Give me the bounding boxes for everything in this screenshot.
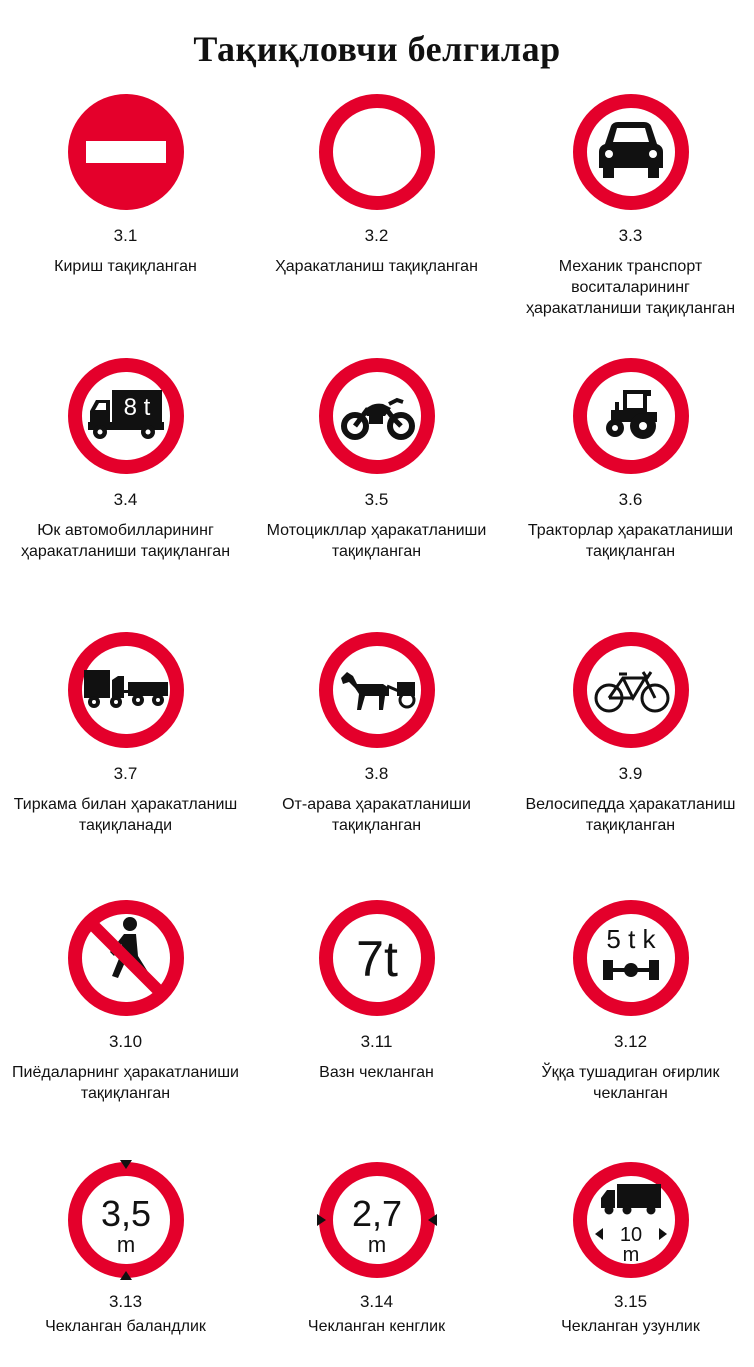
sign-caption: Кириш тақиқланган <box>54 258 197 275</box>
truck-trailer-icon <box>66 630 186 750</box>
sign-card-3-12 <box>507 898 754 1104</box>
sign-caption: Вазн чекланган <box>319 1064 434 1081</box>
truck-icon <box>66 356 186 476</box>
length-limit-unit: m <box>622 1244 639 1266</box>
sign-caption: Ўққа тушадиган оғирлик чекланган <box>541 1064 720 1102</box>
sign-code: 3.4 <box>113 490 138 509</box>
sign-card-3-1 <box>0 92 251 277</box>
height-limit-unit: m <box>116 1232 135 1257</box>
sign-caption: Механик транспорт воситаларининг ҳаракатланиши тақиқланган <box>525 258 736 317</box>
sign-card-3-3 <box>507 92 754 319</box>
car-icon <box>571 92 691 212</box>
sign-caption: Юк автомобилларининг ҳаракатланиши тақиқланган <box>20 522 231 560</box>
axle-load-icon <box>571 898 691 1018</box>
sign-caption: От-арава ҳаракатланиши тақиқланган <box>282 796 471 834</box>
sign-caption: Велосипедда ҳаракатланиш тақиқланган <box>525 796 736 834</box>
sign-code: 3.10 <box>108 1032 143 1051</box>
sign-card-3-7 <box>0 630 251 836</box>
sign-caption: Чекланган узунлик <box>561 1318 700 1335</box>
sign-caption: Тракторлар ҳаракатланиши тақиқланган <box>527 522 734 560</box>
axle-load-value: 5 t k <box>605 924 656 954</box>
horse-cart-icon <box>317 630 437 750</box>
sign-code: 3.14 <box>359 1292 394 1311</box>
sign-caption: Чекланган кенглик <box>307 1318 446 1335</box>
sign-code: 3.6 <box>618 490 643 509</box>
truck-load-label: 8 t <box>123 394 150 421</box>
sign-card-3-4 <box>0 356 251 562</box>
tractor-icon <box>571 356 691 476</box>
sign-code: 3.3 <box>618 226 643 245</box>
length-limit-icon <box>571 1160 691 1280</box>
sign-caption: Чекланган баландлик <box>45 1318 206 1335</box>
sign-card-3-8 <box>251 630 502 836</box>
pedestrian-icon <box>66 898 186 1018</box>
sign-caption: Пиёдаларнинг ҳаракатланиши тақиқланган <box>12 1064 239 1102</box>
sign-caption: Мотоцикллар ҳаракатланиши тақиқланган <box>266 522 487 560</box>
sign-card-3-9 <box>507 630 754 836</box>
sign-code: 3.5 <box>364 490 389 509</box>
weight-limit-value: 7t <box>355 931 398 987</box>
sign-code: 3.12 <box>613 1032 648 1051</box>
motorcycle-icon <box>317 356 437 476</box>
sign-caption: Тиркама билан ҳаракатланиш тақиқланади <box>13 796 238 834</box>
sign-code: 3.1 <box>113 226 138 245</box>
sign-card-3-2 <box>251 92 502 277</box>
sign-caption: Ҳаракатланиш тақиқланган <box>275 258 478 275</box>
bicycle-icon <box>571 630 691 750</box>
sign-card-3-15 <box>507 1160 754 1337</box>
sign-code: 3.11 <box>360 1032 393 1051</box>
sign-card-3-13 <box>0 1160 251 1337</box>
sign-card-3-11 <box>251 898 502 1083</box>
sign-code: 3.9 <box>618 764 643 783</box>
sign-card-3-10 <box>0 898 251 1104</box>
page-title: Тақиқловчи белгилар <box>193 29 561 69</box>
sign-code: 3.2 <box>364 226 389 245</box>
no-entry-icon <box>66 92 186 212</box>
height-limit-icon <box>66 1160 186 1280</box>
sign-card-3-14 <box>251 1160 502 1337</box>
width-limit-icon <box>317 1160 437 1280</box>
sign-code: 3.7 <box>113 764 138 783</box>
weight-limit-icon <box>317 898 437 1018</box>
sign-code: 3.13 <box>108 1292 143 1311</box>
sign-card-3-5 <box>251 356 502 562</box>
length-limit-value: 10 <box>619 1224 642 1246</box>
sign-code: 3.15 <box>613 1292 648 1311</box>
no-vehicles-icon <box>317 92 437 212</box>
sign-card-3-6 <box>507 356 754 562</box>
width-limit-value: 2,7 <box>351 1193 402 1234</box>
height-limit-value: 3,5 <box>100 1193 151 1234</box>
width-limit-unit: m <box>367 1232 386 1257</box>
sign-code: 3.8 <box>364 764 389 783</box>
